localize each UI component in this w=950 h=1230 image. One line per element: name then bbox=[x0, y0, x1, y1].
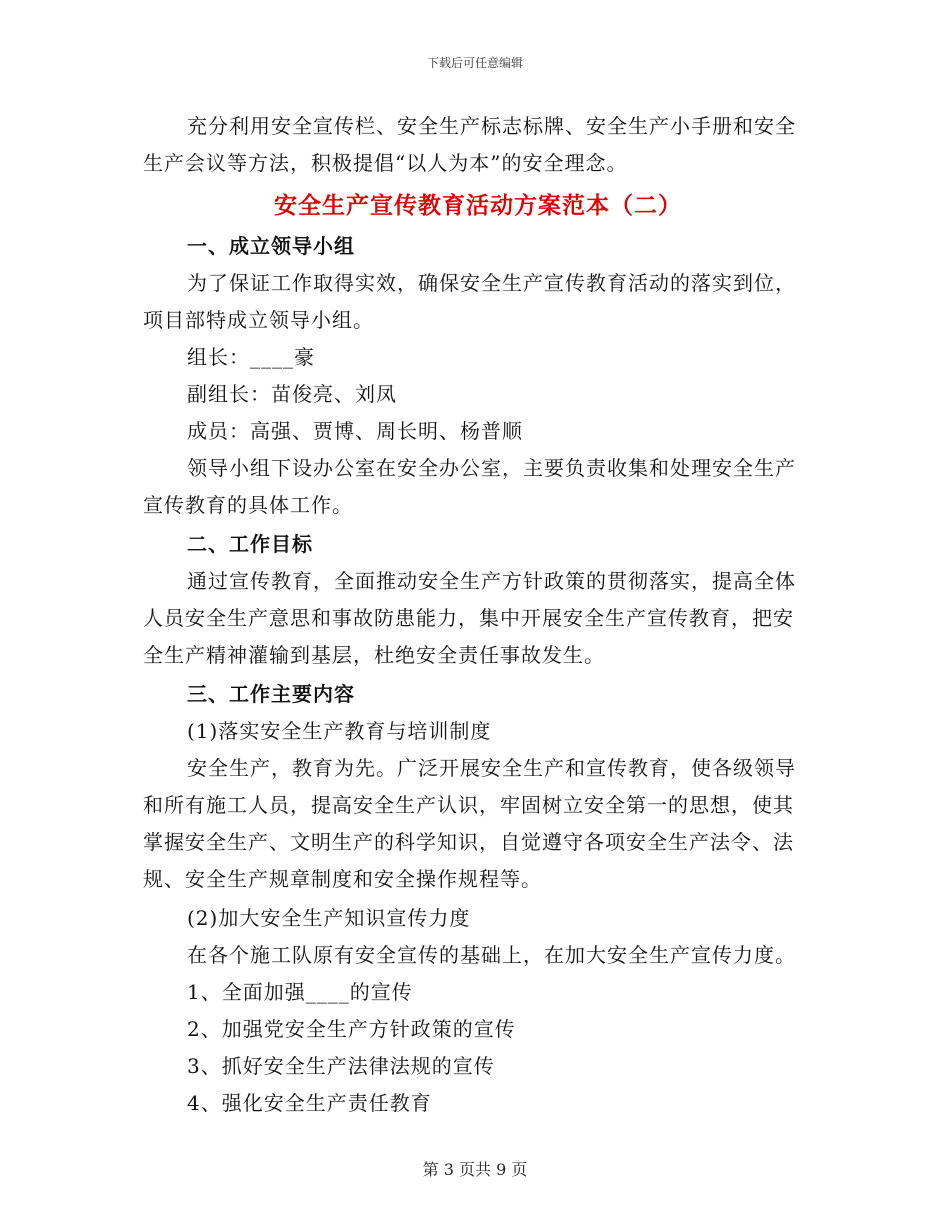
section1-office: 领导小组下设办公室在安全办公室，主要负责收集和处理安全生产宣传教育的具体工作。 bbox=[143, 456, 796, 517]
section3-sub1-paragraph: 安全生产，教育为先。广泛开展安全生产和宣传教育，使各级领导和所有施工人员，提高安全生产认识，牢固树立安全第一的思想，使其掌握安全生产、文明生产的科学知识，自觉遵守各项安全生产法令、法规、安全生产规章制度和安全操作规程等。 bbox=[143, 756, 796, 891]
section1-leader: 组长：____豪 bbox=[187, 345, 315, 369]
list-item: 3、抓好安全生产法律法规的宣传 bbox=[187, 1054, 495, 1078]
list-item: 1、全面加强____的宣传 bbox=[187, 980, 413, 1004]
list-item: 4、强化安全生产责任教育 bbox=[187, 1091, 432, 1115]
section1-deputy: 副组长：苗俊亮、刘凤 bbox=[187, 382, 397, 406]
section3-sub2-heading: (2)加大安全生产知识宣传力度 bbox=[187, 906, 471, 930]
section-heading-2: 二、工作目标 bbox=[187, 532, 313, 556]
document-title: 安全生产宣传教育活动方案范本（二） bbox=[274, 192, 682, 219]
section1-paragraph: 为了保证工作取得实效，确保安全生产宣传教育活动的落实到位，项目部特成立领导小组。 bbox=[143, 271, 796, 332]
document-body bbox=[143, 108, 813, 1122]
section3-sub1-heading: (1)落实安全生产教育与培训制度 bbox=[187, 719, 492, 743]
section1-members: 成员：高强、贾博、周长明、杨普顺 bbox=[187, 419, 523, 443]
page-header-note: 下载后可任意编辑 bbox=[426, 56, 523, 70]
section2-paragraph: 通过宣传教育，全面推动安全生产方针政策的贯彻落实，提高全体人员安全生产意思和事故防患能力，集中开展安全生产宣传教育，把安全生产精神灌输到基层，杜绝安全责任事故发生。 bbox=[143, 569, 796, 667]
intro-paragraph: 充分利用安全宣传栏、安全生产标志标牌、安全生产小手册和安全生产会议等方法，积极提倡“以人为本”的安全理念。 bbox=[143, 114, 796, 175]
page-number: 第 3 页共 9 页 bbox=[422, 1160, 528, 1179]
section-heading-3: 三、工作主要内容 bbox=[187, 682, 355, 706]
section-heading-1: 一、成立领导小组 bbox=[187, 234, 355, 258]
list-item: 2、加强党安全生产方针政策的宣传 bbox=[187, 1017, 516, 1041]
section3-sub2-paragraph: 在各个施工队原有安全宣传的基础上，在加大安全生产宣传力度。 bbox=[187, 943, 796, 967]
